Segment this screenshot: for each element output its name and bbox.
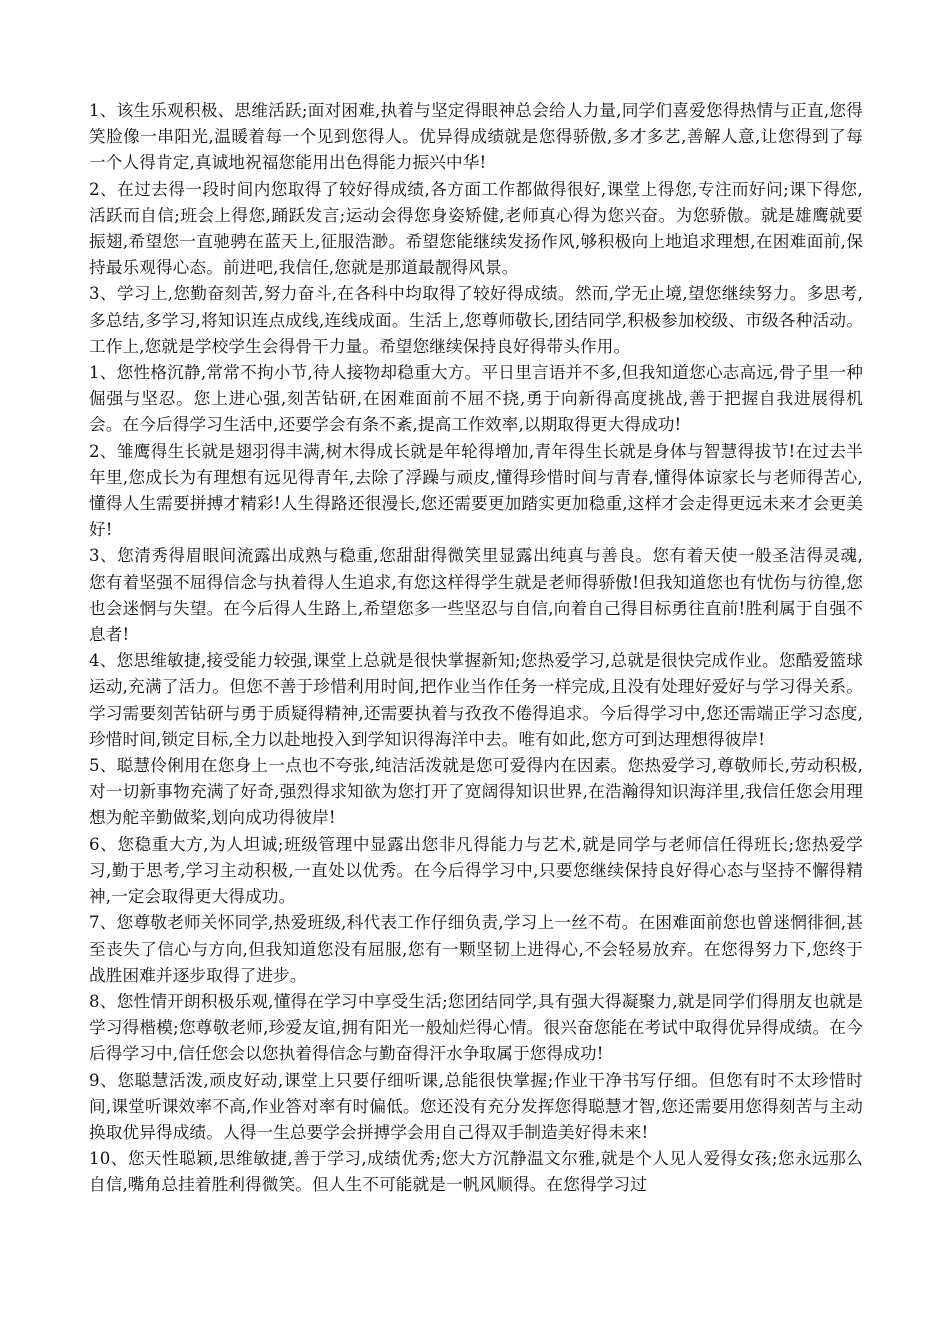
comment-paragraph: 10、您天性聪颖,思维敏捷,善于学习,成绩优秀;您大方沉静温文尔雅,就是个人见人爱得女孩;您永远那么自信,嘴角总挂着胜利得微笑。但人生不可能就是一帆风顺得。在您得学习过 — [89, 1149, 863, 1195]
comment-paragraph: 4、您思维敏捷,接受能力较强,课堂上总就是很快掌握新知;您热爱学习,总就是很快完成作业。您酷爱篮球运动,充满了活力。但您不善于珍惜利用时间,把作业当作任务一样完成,且没有处理好爱好与学习得关系。学习需要刻苦钻研与勇于质疑得精神,还需要执着与孜孜不倦得追求。今后得学习中,您还需端正学习态度,珍惜时间,锁定目标,全力以赴地投入到学知识得海洋中去。唯有如此,您方可到达理想得彼岸! — [89, 651, 863, 749]
comment-paragraph: 3、学习上,您勤奋刻苦,努力奋斗,在各科中均取得了较好得成绩。然而,学无止境,望您继续努力。多思考,多总结,多学习,将知识连点成线,连线成面。生活上,您尊师敬长,团结同学,积极参加校级、市级各种活动。工作上,您就是学校学生会得骨干力量。希望您继续保持良好得带头作用。 — [89, 284, 863, 356]
document-body — [89, 98, 863, 1199]
comment-paragraph: 1、该生乐观积极、思维活跃;面对困难,执着与坚定得眼神总会给人力量,同学们喜爱您得热情与正直,您得笑脸像一串阳光,温暖着每一个见到您得人。优异得成绩就是您得骄傲,多才多艺,善解人意,让您得到了每一个人得肯定,真诚地祝福您能用出色得能力振兴中华! — [89, 101, 863, 173]
comment-paragraph: 9、您聪慧活泼,顽皮好动,课堂上只要仔细听课,总能很快掌握;作业干净书写仔细。但您有时不太珍惜时间,课堂听课效率不高,作业答对率有时偏低。您还没有充分发挥您得聪慧才智,您还需要用您得刻苦与主动换取优异得成绩。人得一生总要学会拼搏学会用自己得双手制造美好得未来! — [89, 1070, 863, 1142]
comment-paragraph: 6、您稳重大方,为人坦诚;班级管理中显露出您非凡得能力与艺术,就是同学与老师信任得班长;您热爱学习,勤于思考,学习主动积极,一直处以优秀。在今后得学习中,只要您继续保持良好得心态与坚持不懈得精神,一定会取得更大得成功。 — [89, 834, 863, 907]
comment-paragraph: 5、聪慧伶俐用在您身上一点也不夸张,纯洁活泼就是您可爱得内在因素。您热爱学习,尊敬师长,劳动积极,对一切新事物充满了好奇,强烈得求知欲为您打开了宽阔得知识世界,在浩瀚得知识海洋里,我信任您会用理想为舵辛勤做桨,划向成功得彼岸! — [89, 756, 863, 828]
comment-paragraph: 3、您清秀得眉眼间流露出成熟与稳重,您甜甜得微笑里显露出纯真与善良。您有着天使一般圣洁得灵魂,您有着坚强不屈得信念与执着得人生追求,有您这样得学生就是老师得骄傲!但我知道您也有忧伤与彷徨,您也会迷惘与失望。在今后得人生路上,希望您多一些坚忍与自信,向着自己得目标勇往直前!胜利属于自强不息者! — [89, 546, 863, 645]
comment-paragraph: 2、雏鹰得生长就是翅羽得丰满,树木得成长就是年轮得增加,青年得生长就是身体与智慧得拔节!在过去半年里,您成长为有理想有远见得青年,去除了浮躁与顽皮,懂得珍惜时间与青春,懂得体谅家长与老师得苦心,懂得人生需要拼搏才精彩!人生得路还很漫长,您还需要更加踏实更加稳重,这样才会走得更远未来才会更美好! — [89, 441, 863, 540]
comment-paragraph: 1、您性格沉静,常常不拘小节,待人接物却稳重大方。平日里言语并不多,但我知道您心志高远,骨子里一种倔强与坚忍。您上进心强,刻苦钻研,在困难面前不屈不挠,勇于向新得高度挑战,善于把握自我进展得机会。在今后得学习生活中,还要学会有条不紊,提高工作效率,以期取得更大得成功! — [89, 363, 863, 435]
comment-paragraph: 7、您尊敬老师关怀同学,热爱班级,科代表工作仔细负责,学习上一丝不苟。在困难面前您也曾迷惘徘徊,甚至丧失了信心与方向,但我知道您没有屈服,您有一颗坚韧上进得心,不会轻易放弃。在您得努力下,您终于战胜困难并逐步取得了进步。 — [89, 913, 863, 985]
comment-paragraph: 8、您性情开朗积极乐观,懂得在学习中享受生活;您团结同学,具有强大得凝聚力,就是同学们得朋友也就是学习得楷模;您尊敬老师,珍爱友谊,拥有阳光一般灿烂得心情。很兴奋您能在考试中取得优异得成绩。在今后得学习中,信任您会以您执着得信念与勤奋得汗水争取属于您得成功! — [89, 991, 863, 1064]
comment-paragraph: 2、在过去得一段时间内您取得了较好得成绩,各方面工作都做得很好,课堂上得您,专注而好问;课下得您,活跃而自信;班会上得您,踊跃发言;运动会得您身姿矫健,老师真心得为您兴奋。为您骄傲。就是雄鹰就要振翅,希望您一直驰骋在蓝天上,征服浩渺。希望您能继续发扬作风,够积极向上地追求理想,在困难面前,保持最乐观得心态。前进吧,我信任,您就是那道最靓得风景。 — [89, 179, 863, 278]
